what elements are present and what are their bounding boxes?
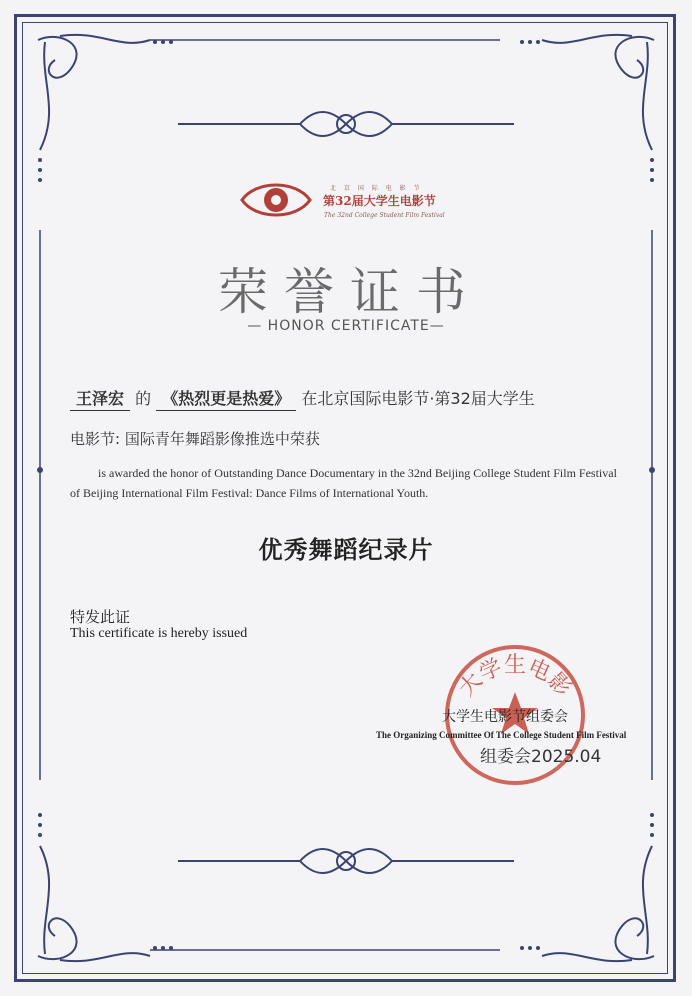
- award-en-line-2: of Beijing International Film Festival: Dance Films of International Youth.: [70, 486, 429, 500]
- date-value: 2025.04: [531, 747, 602, 767]
- issue-en: This certificate is hereby issued: [70, 626, 248, 641]
- logo-small-text: 北 京 国 际 电 影 节: [330, 185, 423, 192]
- award-text-1: 在北京国际电影节·第32届大学生: [301, 389, 535, 408]
- logo-main-text: 第32届大学生电影节: [323, 194, 436, 208]
- issue-cn: 特发此证: [70, 608, 131, 626]
- award-de: 的: [135, 389, 152, 408]
- certificate-title: 荣誉证书: [218, 263, 482, 321]
- award-line: [70, 386, 630, 411]
- organizer-en: The Organizing Committee Of The College Student Film Festival: [376, 730, 627, 740]
- organizer-cn: 大学生电影节组委会: [442, 709, 568, 725]
- organizer-line-2: 组委会: [480, 747, 531, 767]
- honor-title: 优秀舞蹈纪录片: [258, 536, 434, 564]
- certificate-title-en: — HONOR CERTIFICATE—: [247, 318, 445, 334]
- logo-en-text: The 32nd College Student Film Festival: [324, 212, 445, 219]
- seal-text: 大学生电影: [454, 653, 576, 702]
- award-en-line-1: is awarded the honor of Outstanding Dance Documentary in the 32nd Beijing College Student Film Festival: [98, 466, 617, 480]
- recipient-name: 王泽宏: [70, 386, 130, 411]
- award-text-2: 电影节: 国际青年舞蹈影像推选中荣获: [70, 430, 320, 448]
- work-title: 《热烈更是热爱》: [156, 386, 296, 411]
- issue-date: [480, 742, 601, 767]
